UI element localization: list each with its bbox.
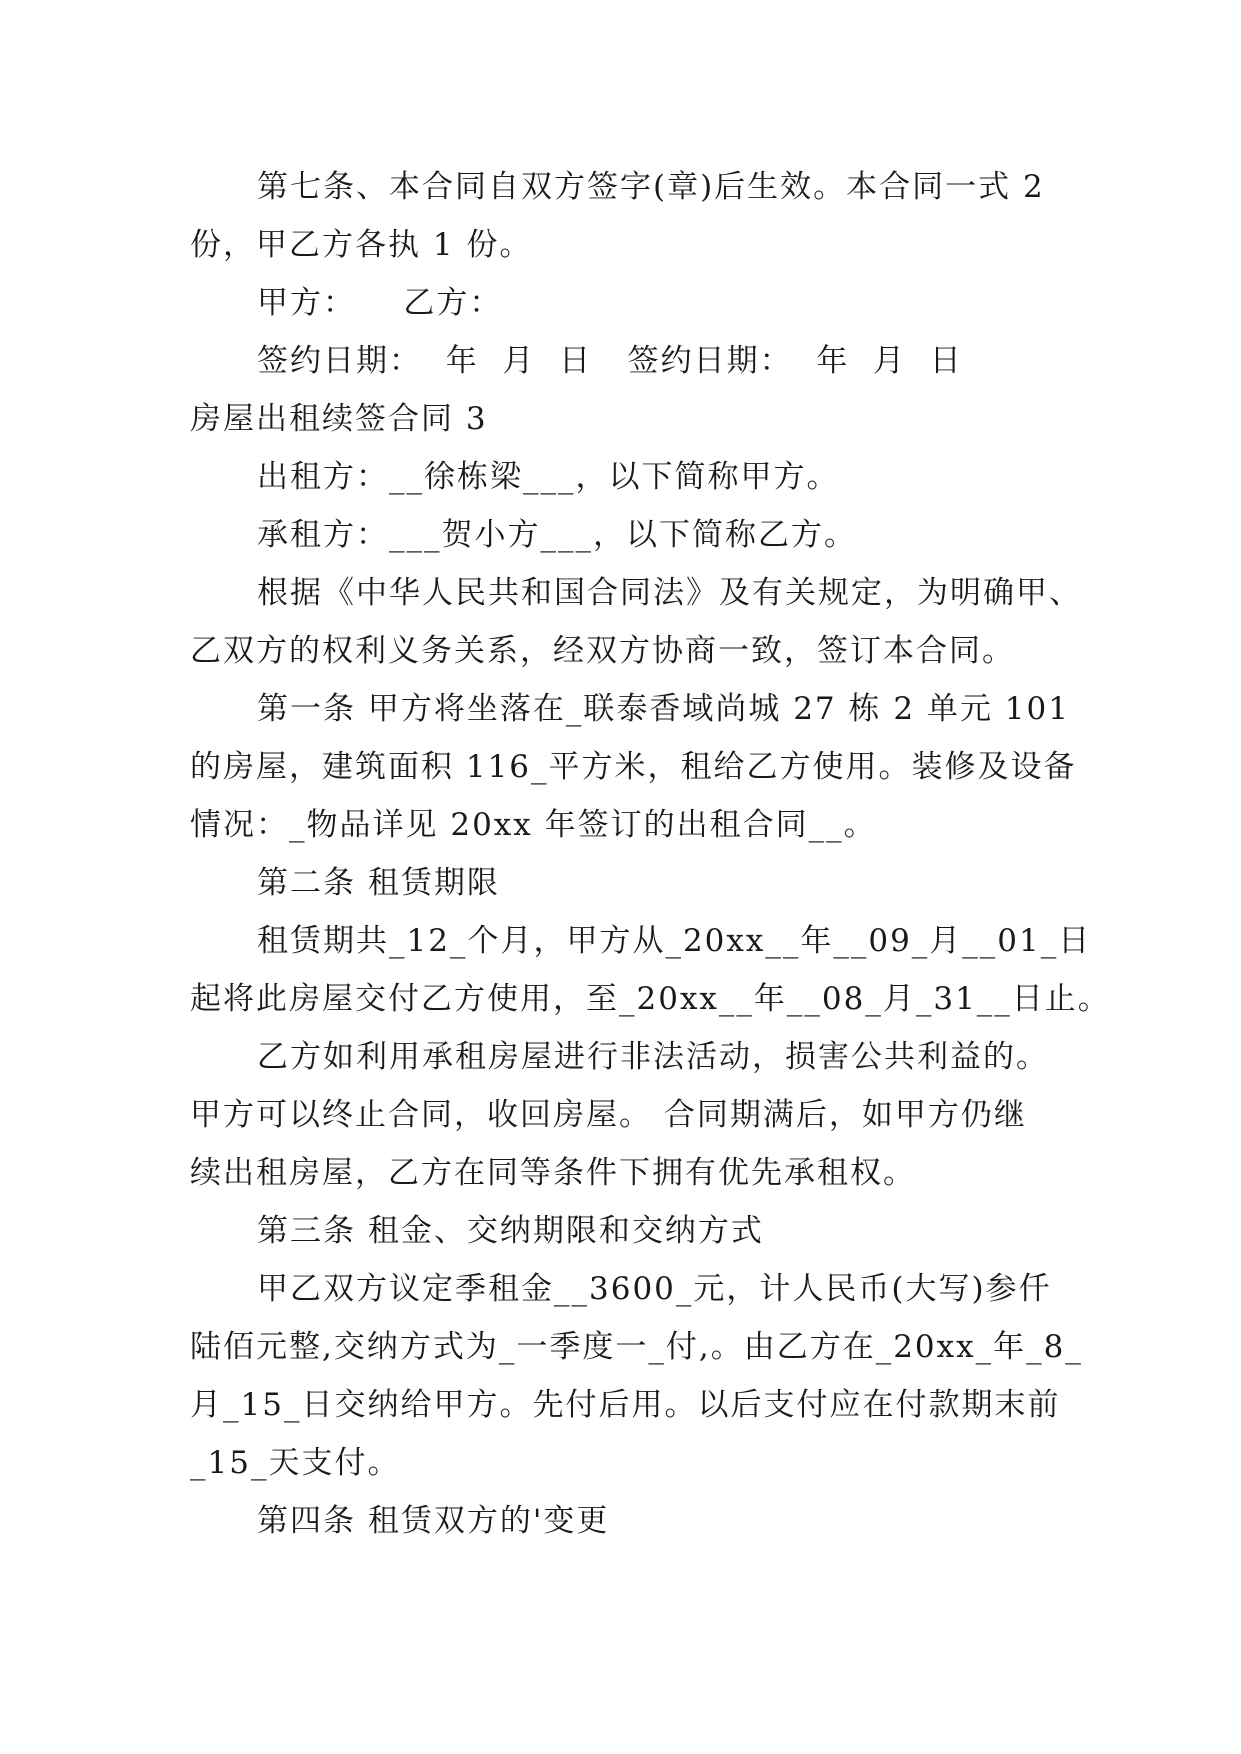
- clause-three-heading: 第三条 租金、交纳期限和交纳方式: [257, 1213, 764, 1249]
- contract-heading: 房屋出租续签合同 3: [190, 401, 488, 437]
- rent-line-3: 月_15_日交纳给甲方。先付后用。以后支付应在付款期末前: [190, 1387, 1061, 1423]
- termination-line-1: 乙方如利用承租房屋进行非法活动，损害公共利益的。: [257, 1039, 1049, 1075]
- party-signature-line: 甲方： 乙方：: [257, 285, 503, 321]
- rent-line-2: 陆佰元整,交纳方式为_一季度一_付,。由乙方在_20xx_年_8_: [190, 1329, 1083, 1365]
- clause-one-line-2: 的房屋，建筑面积 116_平方米，租给乙方使用。装修及设备: [190, 749, 1077, 785]
- rent-line-4: _15_天支付。: [190, 1445, 401, 1481]
- termination-line-3: 续出租房屋，乙方在同等条件下拥有优先承租权。: [190, 1155, 916, 1191]
- signing-date-line: 签约日期： 年 月 日 签约日期： 年 月 日: [257, 343, 963, 379]
- rent-line-1: 甲乙双方议定季租金__3600_元，计人民币(大写)参仟: [257, 1271, 1052, 1307]
- contract-text: [190, 158, 1111, 1550]
- clause-one-line-1: 第一条 甲方将坐落在_联泰香域尚城 27 栋 2 单元 101: [257, 691, 1070, 727]
- preamble-line-1: 根据《中华人民共和国合同法》及有关规定，为明确甲、: [257, 575, 1082, 611]
- clause-seven-line-2: 份，甲乙方各执 1 份。: [190, 227, 533, 263]
- lessee-line: 承租方：___贺小方___，以下简称乙方。: [257, 517, 857, 553]
- lease-term-line-2: 起将此房屋交付乙方使用，至_20xx__年__08_月_31__日止。: [190, 981, 1111, 1017]
- termination-line-2: 甲方可以终止合同，收回房屋。 合同期满后，如甲方仍继: [190, 1097, 1027, 1133]
- lessor-line: 出租方：__徐栋梁___，以下简称甲方。: [257, 459, 840, 495]
- clause-seven-line-1: 第七条、本合同自双方签字(章)后生效。本合同一式 2: [257, 169, 1045, 205]
- clause-four-heading: 第四条 租赁双方的'变更: [257, 1503, 610, 1539]
- clause-one-line-3: 情况：_物品详见 20xx 年签订的出租合同__。: [190, 807, 877, 843]
- lease-term-line-1: 租赁期共_12_个月，甲方从_20xx__年__09_月__01_日: [257, 923, 1092, 959]
- preamble-line-2: 乙双方的权利义务关系，经双方协商一致，签订本合同。: [190, 633, 1015, 669]
- clause-two-heading: 第二条 租赁期限: [257, 865, 500, 901]
